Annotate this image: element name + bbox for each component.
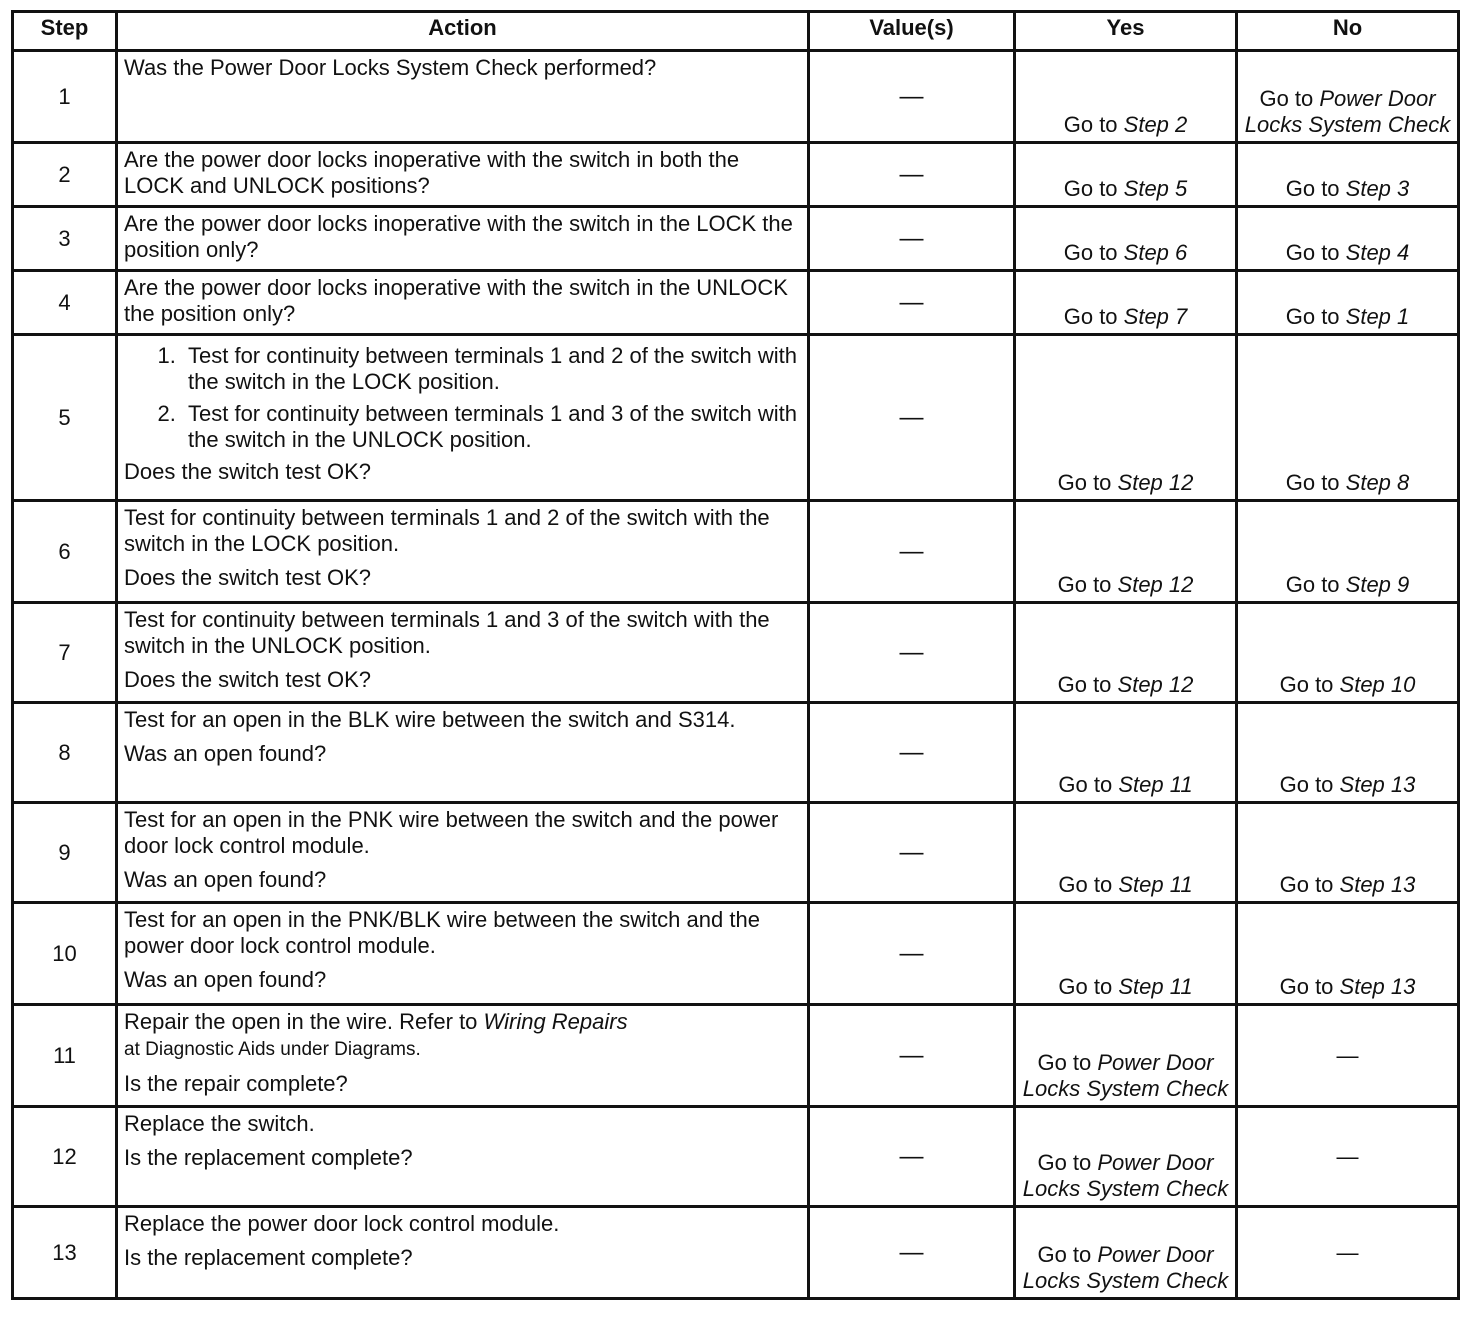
goto-target: Step 13: [1339, 872, 1416, 897]
action-text: Are the power door locks inoperative with the switch in the UNLOCK the position only?: [124, 275, 788, 326]
value-cell: —: [809, 207, 1015, 271]
goto-target: Step 3: [1345, 176, 1410, 201]
goto-label: Go to: [1063, 112, 1124, 137]
value-cell: —: [809, 1207, 1015, 1299]
header-no: No: [1237, 12, 1459, 51]
goto-label: Go to: [1057, 672, 1118, 697]
goto-label: Go to: [1058, 872, 1119, 897]
yes-cell: [1015, 1207, 1237, 1299]
diagnostic-table: [11, 10, 1460, 1300]
yes-cell: [1015, 501, 1237, 603]
step-number: 11: [13, 1005, 117, 1107]
action-question: Was an open found?: [124, 967, 327, 992]
goto-label: Go to: [1279, 872, 1340, 897]
table-row: [13, 271, 1459, 335]
value-cell: —: [809, 1107, 1015, 1207]
header-row: [13, 12, 1459, 51]
goto-target: Step 7: [1123, 304, 1188, 329]
goto-target: Step 4: [1345, 240, 1410, 265]
value-cell: —: [809, 143, 1015, 207]
action-list: [124, 343, 801, 453]
goto-target: Step 11: [1118, 872, 1193, 897]
action-cell: [117, 1107, 809, 1207]
table-row: [13, 803, 1459, 903]
header-values: Value(s): [809, 12, 1015, 51]
action-cell: [117, 335, 809, 501]
goto-label: Go to: [1063, 240, 1124, 265]
goto-label: Go to: [1279, 672, 1340, 697]
action-question: Does the switch test OK?: [124, 565, 371, 590]
goto-label: Go to: [1259, 86, 1320, 111]
table-row: [13, 603, 1459, 703]
goto-target: Step 13: [1339, 772, 1416, 797]
repair-suffix: at Diagnostic Aids under Diagrams.: [124, 1039, 421, 1060]
value-cell: —: [809, 903, 1015, 1005]
table-row: [13, 1005, 1459, 1107]
step-number: 13: [13, 1207, 117, 1299]
yes-cell: [1015, 903, 1237, 1005]
action-question: Was an open found?: [124, 867, 327, 892]
action-text: Test for continuity between terminals 1 and 3 of the switch with the switch in the UNLOCK position.: [124, 607, 770, 658]
action-question: Was an open found?: [124, 741, 327, 766]
no-cell: [1237, 335, 1459, 501]
dash-mark: —: [1336, 1143, 1359, 1169]
goto-label: Go to: [1058, 974, 1119, 999]
repair-prefix: Repair the open in the wire. Refer to: [124, 1009, 484, 1034]
value-cell: —: [809, 803, 1015, 903]
goto-label: Go to: [1063, 304, 1124, 329]
action-cell: [117, 501, 809, 603]
step-number: 4: [13, 271, 117, 335]
no-cell: [1237, 1207, 1459, 1299]
no-cell: [1237, 207, 1459, 271]
goto-target: Step 10: [1339, 672, 1416, 697]
action-cell: [117, 903, 809, 1005]
goto-label: Go to: [1285, 304, 1346, 329]
yes-cell: [1015, 1107, 1237, 1207]
value-cell: —: [809, 335, 1015, 501]
action-cell: [117, 143, 809, 207]
step-number: 1: [13, 51, 117, 143]
action-list-item: 2. Test for continuity between terminals 1 and 3 of the switch with the switch in the UNLOCK position.: [182, 401, 801, 453]
table-row: [13, 335, 1459, 501]
action-text: Test for an open in the PNK/BLK wire between the switch and the power door lock control module.: [124, 907, 760, 958]
no-cell: [1237, 903, 1459, 1005]
table-row: [13, 143, 1459, 207]
yes-cell: [1015, 335, 1237, 501]
action-list-item: 1. Test for continuity between terminals 1 and 2 of the switch with the switch in the LOCK position.: [182, 343, 801, 395]
goto-target: Step 5: [1123, 176, 1188, 201]
no-cell: [1237, 501, 1459, 603]
yes-cell: [1015, 803, 1237, 903]
goto-label: Go to: [1285, 176, 1346, 201]
table-row: [13, 1107, 1459, 1207]
table-row: [13, 1207, 1459, 1299]
dash-mark: —: [1336, 1239, 1359, 1265]
step-number: 2: [13, 143, 117, 207]
step-number: 9: [13, 803, 117, 903]
goto-label: Go to: [1037, 1150, 1098, 1175]
step-number: 3: [13, 207, 117, 271]
value-cell: —: [809, 1005, 1015, 1107]
step-number: 10: [13, 903, 117, 1005]
goto-label: Go to: [1063, 176, 1124, 201]
action-text: Test for continuity between terminals 1 and 2 of the switch with the switch in the LOCK position.: [124, 505, 770, 556]
action-cell: [117, 207, 809, 271]
yes-cell: [1015, 271, 1237, 335]
goto-label: Go to: [1037, 1242, 1098, 1267]
goto-target: Power Door Locks System Check: [1244, 86, 1451, 137]
goto-target: Step 9: [1345, 572, 1410, 597]
goto-target: Step 11: [1118, 772, 1193, 797]
goto-target: Step 6: [1123, 240, 1188, 265]
action-text: Replace the switch.: [124, 1111, 315, 1136]
yes-cell: [1015, 51, 1237, 143]
goto-target: Step 2: [1123, 112, 1188, 137]
no-cell: [1237, 51, 1459, 143]
action-text: Replace the power door lock control module.: [124, 1211, 560, 1236]
table-row: [13, 51, 1459, 143]
no-cell: [1237, 271, 1459, 335]
header-yes: Yes: [1015, 12, 1237, 51]
no-cell: [1237, 143, 1459, 207]
no-cell: [1237, 1107, 1459, 1207]
step-number: 8: [13, 703, 117, 803]
value-cell: —: [809, 51, 1015, 143]
action-question: Is the replacement complete?: [124, 1245, 413, 1270]
goto-target: Step 11: [1118, 974, 1193, 999]
action-question: Does the switch test OK?: [124, 459, 371, 484]
no-cell: [1237, 703, 1459, 803]
action-cell: [117, 271, 809, 335]
goto-label: Go to: [1037, 1050, 1098, 1075]
goto-label: Go to: [1279, 772, 1340, 797]
goto-label: Go to: [1285, 572, 1346, 597]
action-text: Test for an open in the PNK wire between the switch and the power door lock control module.: [124, 807, 779, 858]
value-cell: —: [809, 603, 1015, 703]
goto-target: Step 8: [1345, 470, 1410, 495]
action-cell: [117, 803, 809, 903]
action-cell: [117, 603, 809, 703]
goto-target: Step 13: [1339, 974, 1416, 999]
table-body: [13, 51, 1459, 1299]
yes-cell: [1015, 703, 1237, 803]
action-cell: [117, 703, 809, 803]
goto-label: Go to: [1058, 772, 1119, 797]
action-cell: [117, 51, 809, 143]
no-cell: [1237, 603, 1459, 703]
action-text: [124, 1009, 801, 1063]
table-row: [13, 703, 1459, 803]
goto-label: Go to: [1057, 470, 1118, 495]
table-row: [13, 501, 1459, 603]
goto-target: Step 12: [1117, 572, 1194, 597]
action-question: Does the switch test OK?: [124, 667, 371, 692]
value-cell: —: [809, 501, 1015, 603]
dash-mark: —: [1336, 1042, 1359, 1068]
action-text: Are the power door locks inoperative with the switch in both the LOCK and UNLOCK positions?: [124, 147, 740, 198]
step-number: 12: [13, 1107, 117, 1207]
goto-target: Step 12: [1117, 672, 1194, 697]
no-cell: [1237, 803, 1459, 903]
yes-cell: [1015, 1005, 1237, 1107]
goto-label: Go to: [1285, 240, 1346, 265]
action-cell: [117, 1207, 809, 1299]
repair-reference: Wiring Repairs: [483, 1009, 628, 1034]
goto-label: Go to: [1279, 974, 1340, 999]
header-step: Step: [13, 12, 117, 51]
step-number: 6: [13, 501, 117, 603]
goto-target: Power Door Locks System Check: [1022, 1050, 1229, 1101]
goto-target: Step 12: [1117, 470, 1194, 495]
no-cell: [1237, 1005, 1459, 1107]
value-cell: —: [809, 703, 1015, 803]
action-text: Was the Power Door Locks System Check performed?: [124, 55, 657, 80]
action-question: Is the replacement complete?: [124, 1145, 413, 1170]
value-cell: —: [809, 271, 1015, 335]
table-row: [13, 903, 1459, 1005]
goto-target: Power Door Locks System Check: [1022, 1242, 1229, 1293]
table-row: [13, 207, 1459, 271]
goto-label: Go to: [1057, 572, 1118, 597]
action-cell: [117, 1005, 809, 1107]
goto-target: Power Door Locks System Check: [1022, 1150, 1229, 1201]
yes-cell: [1015, 143, 1237, 207]
action-text: Are the power door locks inoperative with the switch in the LOCK the position only?: [124, 211, 793, 262]
header-action: Action: [117, 12, 809, 51]
step-number: 5: [13, 335, 117, 501]
step-number: 7: [13, 603, 117, 703]
goto-target: Step 1: [1345, 304, 1410, 329]
action-text: Test for an open in the BLK wire between the switch and S314.: [124, 707, 736, 732]
yes-cell: [1015, 603, 1237, 703]
action-question: Is the repair complete?: [124, 1071, 348, 1096]
yes-cell: [1015, 207, 1237, 271]
goto-label: Go to: [1285, 470, 1346, 495]
